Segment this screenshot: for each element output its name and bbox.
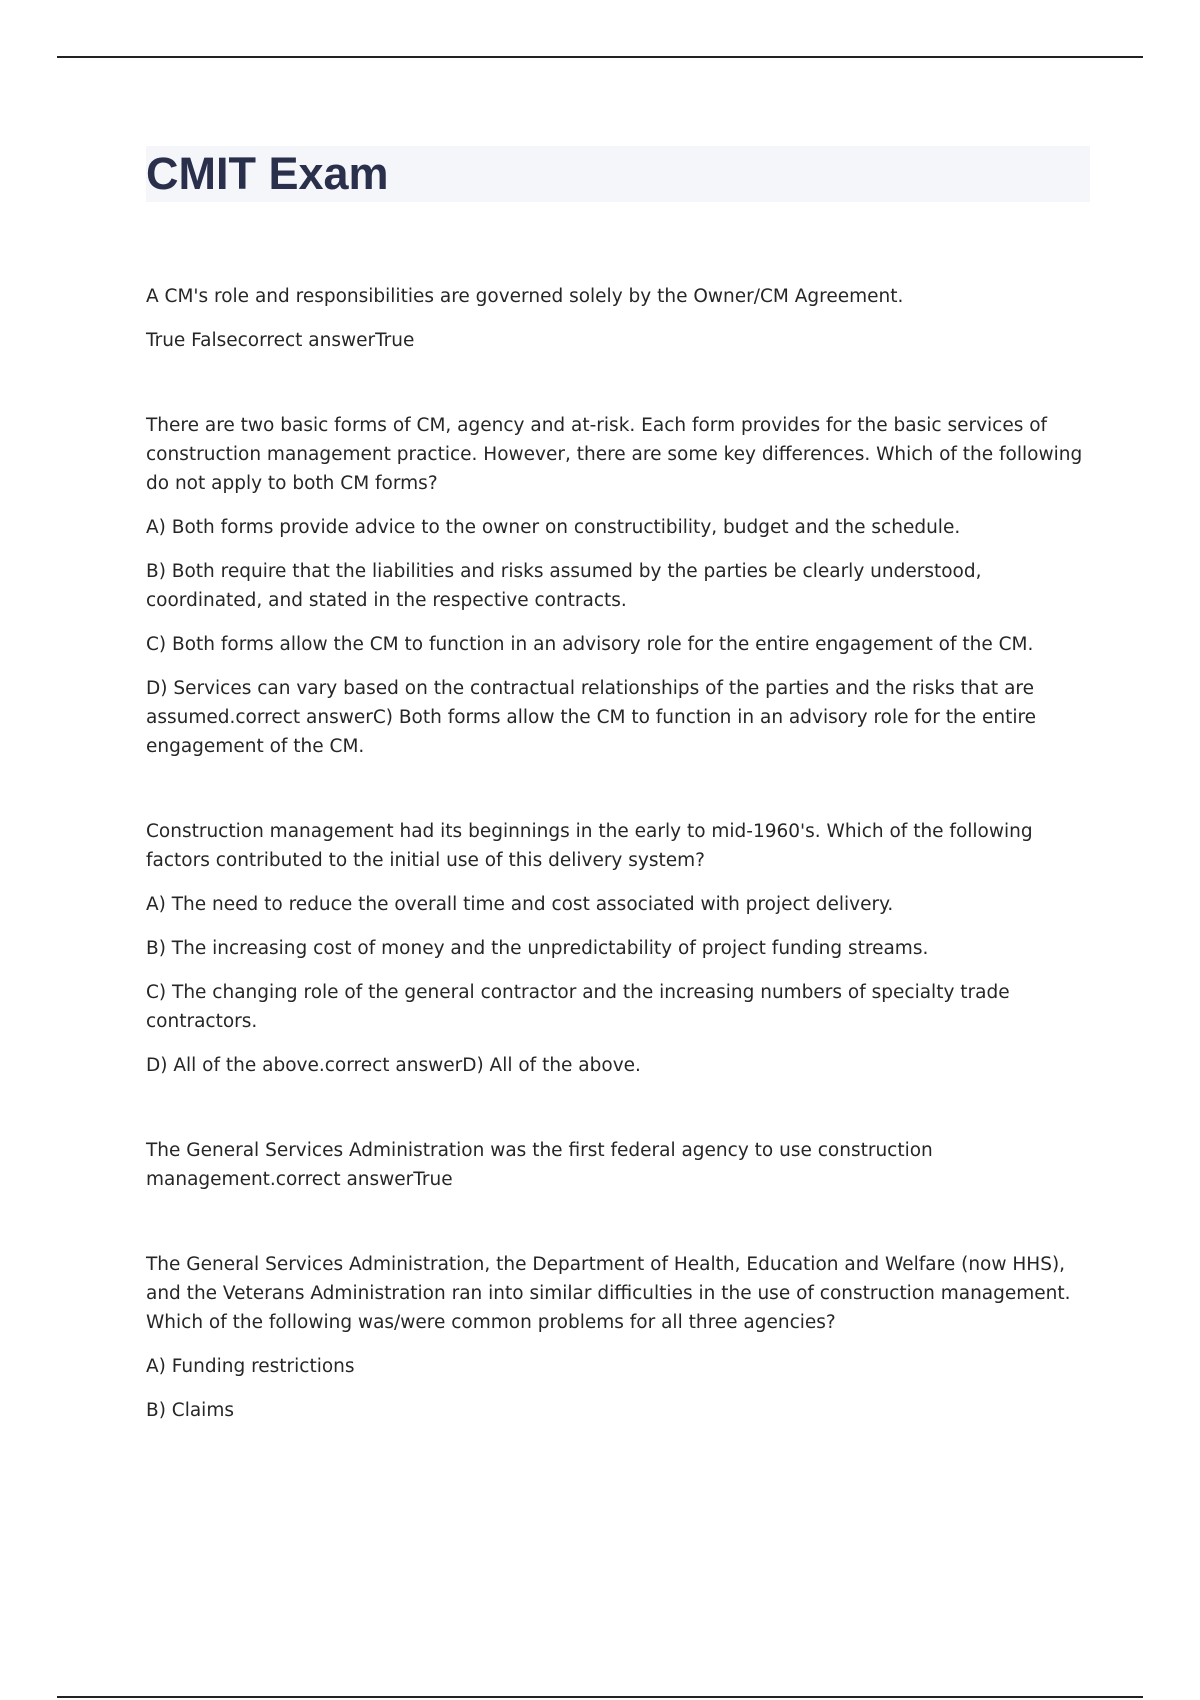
question-prompt: Construction management had its beginnings in the early to mid-1960's. Which of the following factors contributed to the initial use of this delivery system? [146,821,1033,871]
top-rule [57,56,1143,58]
question-block [146,817,1090,1080]
option-line: A) Both forms provide advice to the owner on constructibility, budget and the schedule. [146,517,961,538]
question-prompt: The General Services Administration was the first federal agency to use construction management.correct answerTrue [146,1140,933,1190]
option-line: B) The increasing cost of money and the unpredictability of project funding streams. [146,938,929,959]
bottom-rule [57,1696,1143,1698]
question-block [146,282,1090,355]
option-line: D) All of the above.correct answerD) All of the above. [146,1055,641,1076]
page-content [146,146,1090,1481]
question-prompt: A CM's role and responsibilities are governed solely by the Owner/CM Agreement. [146,286,904,307]
option-line: B) Claims [146,1400,234,1421]
title-band [146,146,1090,202]
question-prompt: The General Services Administration, the Department of Health, Education and Welfare (now HHS), and the Veterans Administration ran into similar difficulties in the use of construction management. Which of the following was/were common problems for all three agencies? [146,1254,1071,1333]
page-title: CMIT Exam [146,148,389,199]
question-block [146,1136,1090,1194]
option-line: A) The need to reduce the overall time and cost associated with project delivery. [146,894,894,915]
question-prompt: There are two basic forms of CM, agency and at-risk. Each form provides for the basic services of construction management practice. However, there are some key differences. Which of the following do not apply to both CM forms? [146,415,1083,494]
option-line: D) Services can vary based on the contractual relationships of the parties and the risks that are assumed.correct answerC) Both forms allow the CM to function in an advisory role for the entire engagement of the CM. [146,678,1037,757]
answer-line: True Falsecorrect answerTrue [146,330,415,351]
question-block [146,1250,1090,1425]
option-line: A) Funding restrictions [146,1356,355,1377]
option-line: C) Both forms allow the CM to function in an advisory role for the entire engagement of the CM. [146,634,1034,655]
question-block [146,411,1090,761]
option-line: C) The changing role of the general contractor and the increasing numbers of specialty trade contractors. [146,982,1010,1032]
option-line: B) Both require that the liabilities and risks assumed by the parties be clearly understood, coordinated, and stated in the respective contracts. [146,561,982,611]
